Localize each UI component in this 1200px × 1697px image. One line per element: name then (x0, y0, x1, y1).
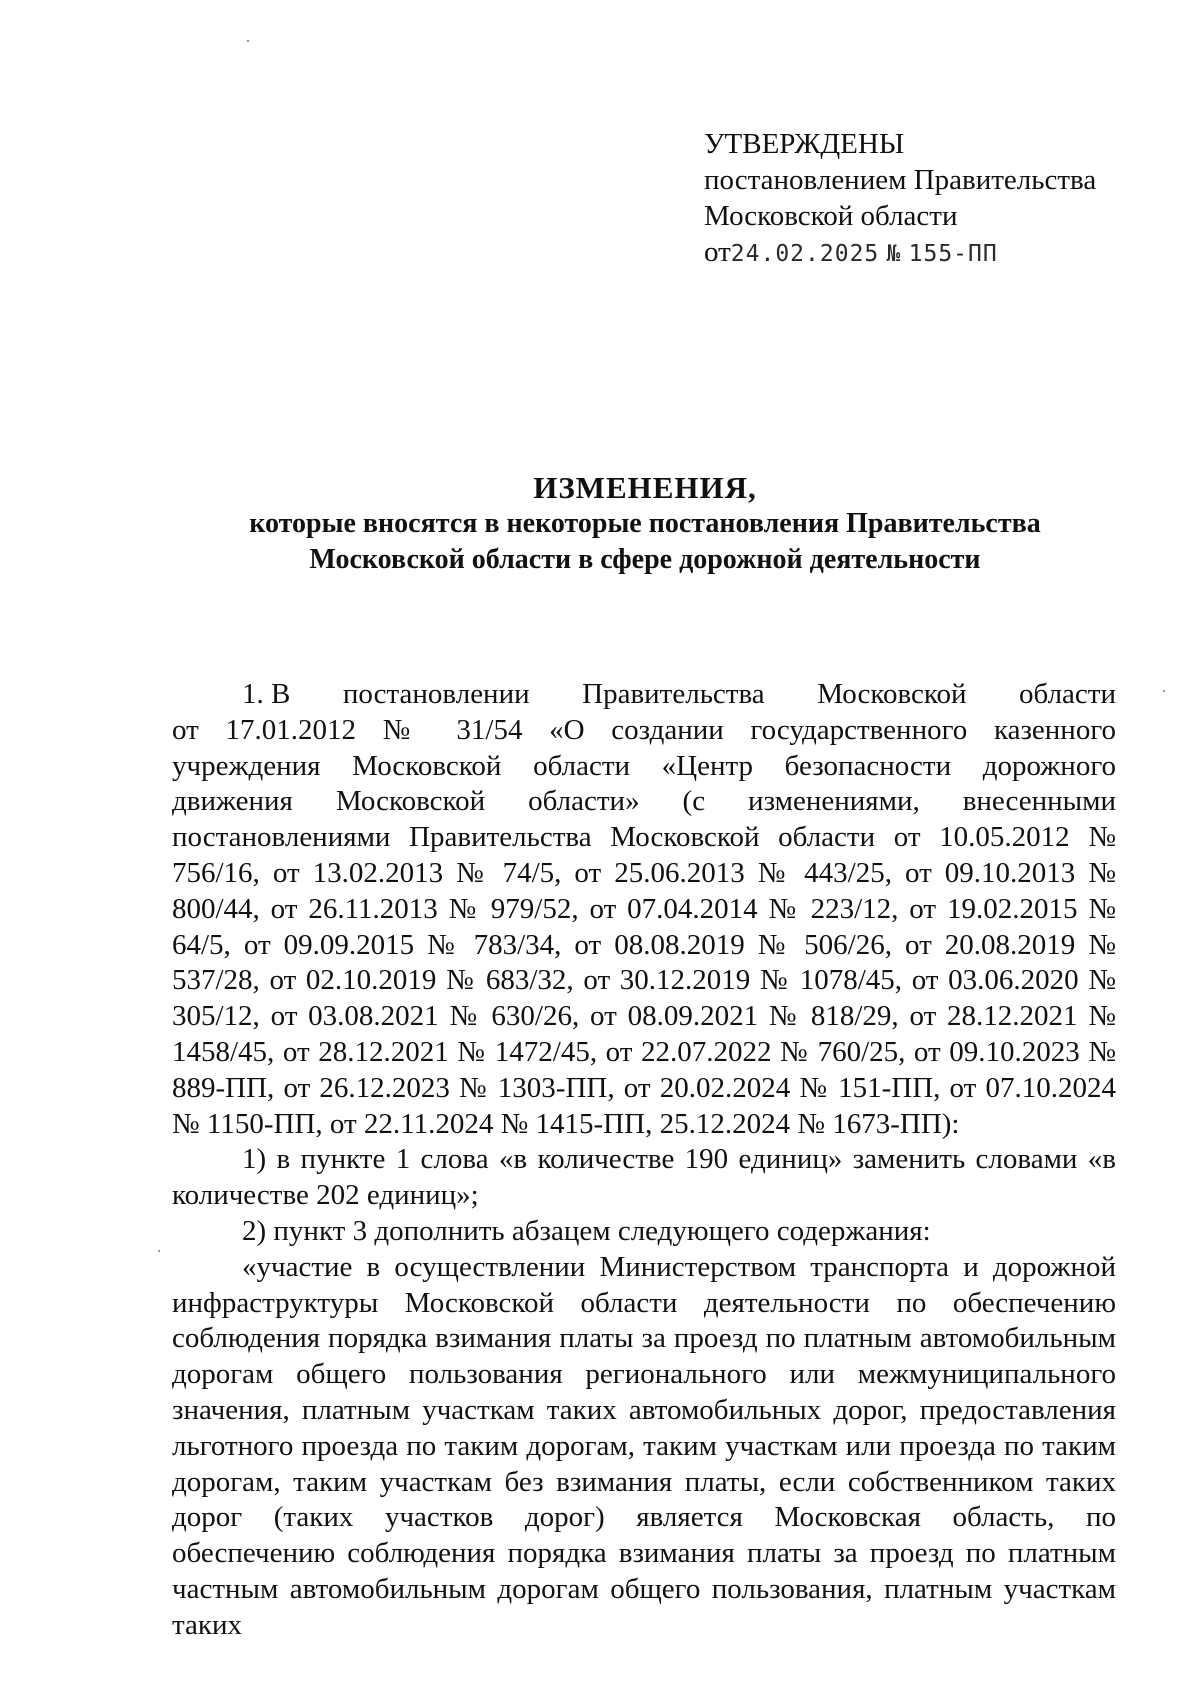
approval-block (704, 126, 1096, 272)
scan-speck (158, 1250, 160, 1252)
approval-number: 155-ПП (908, 241, 998, 267)
approval-heading: УТВЕРЖДЕНЫ (704, 128, 905, 160)
document-body (172, 677, 1116, 1644)
approval-number-sign: № (886, 241, 902, 267)
p1-word: Московской (817, 678, 967, 710)
scan-speck (247, 40, 249, 42)
p1-word: Правительства (582, 678, 765, 710)
approval-date-number (704, 234, 1096, 272)
item-2: 2) пункт 3 дополнить абзацем следующего содержания: (242, 1214, 931, 1247)
item-1: 1) в пункте 1 слова «в количестве 190 единиц» заменить словами «в количестве 202 единиц»; (172, 1143, 1116, 1212)
document-title (170, 470, 1120, 578)
quoted-paragraph: «участие в осуществлении Министерством транспорта и дорожной инфраструктуры Московской области деятельности по обеспечению соблюдения порядка взимания платы за проезд по платным автомобильным дорогам общего пользования регионального или межмуниципального значения, платным участкам таких автомобильных дорог, предоставления льготного проезда по таким дорогам, таким участкам или проезда по таким дорогам, таким участкам без взимания платы, если собственником таких дорог (таких участков дорог) является Московская область, по обеспечению соблюдения порядка взимания платы за проезд по платным частным автомобильным дорогам общего пользования, платным участкам таких (172, 1250, 1116, 1641)
scan-speck (1163, 690, 1165, 692)
p1-word: постановлении (342, 678, 530, 710)
approval-date-prefix: от (704, 236, 731, 268)
title-line-3: Московской области в сфере дорожной деятельности (309, 544, 981, 575)
title-line-2: которые вносятся в некоторые постановления Правительства (249, 508, 1041, 539)
approval-date: 24.02.2025 (730, 241, 880, 267)
p1-word: области (1019, 678, 1116, 710)
approval-authority: постановлением Правительства (704, 164, 1097, 196)
title-main: ИЗМЕНЕНИЯ, (533, 470, 757, 505)
paragraph-1-first-line (172, 677, 1116, 713)
approval-region: Московской области (704, 200, 958, 232)
p1-word: 1. В (242, 678, 291, 710)
paragraph-1-text: от 17.01.2012 № 31/54 «О создании государственного казенного учреждения Московской области «Центр безопасности дорожного движения Московской области» (с изменениями, внесенными постановлениями Правительства Московской области от 10.05.2012 № 756/16, от 13.02.2013 № 74/5, от 25.06.2013 № 443/25, от 09.10.2013 № 800/44, от 26.11.2013 № 979/52, от 07.04.2014 № 223/12, от 19.02.2015 № 64/5, от 09.09.2015 № 783/34, от 08.08.2019 № 506/26, от 20.08.2019 № 537/28, от 02.10.2019 № 683/32, от 30.12.2019 № 1078/45, от 03.06.2020 № 305/12, от 03.08.2021 № 630/26, от 08.09.2021 № 818/29, от 28.12.2021 № 1458/45, от 28.12.2021 № 1472/45, от 22.07.2022 № 760/25, от 09.10.2023 № 889-ПП, от 26.12.2023 № 1303-ПП, от 20.02.2024 № 151-ПП, от 07.10.2024 № 1150-ПП, от 22.11.2024 № 1415-ПП, 25.12.2024 № 1673-ПП): (172, 713, 1116, 1140)
